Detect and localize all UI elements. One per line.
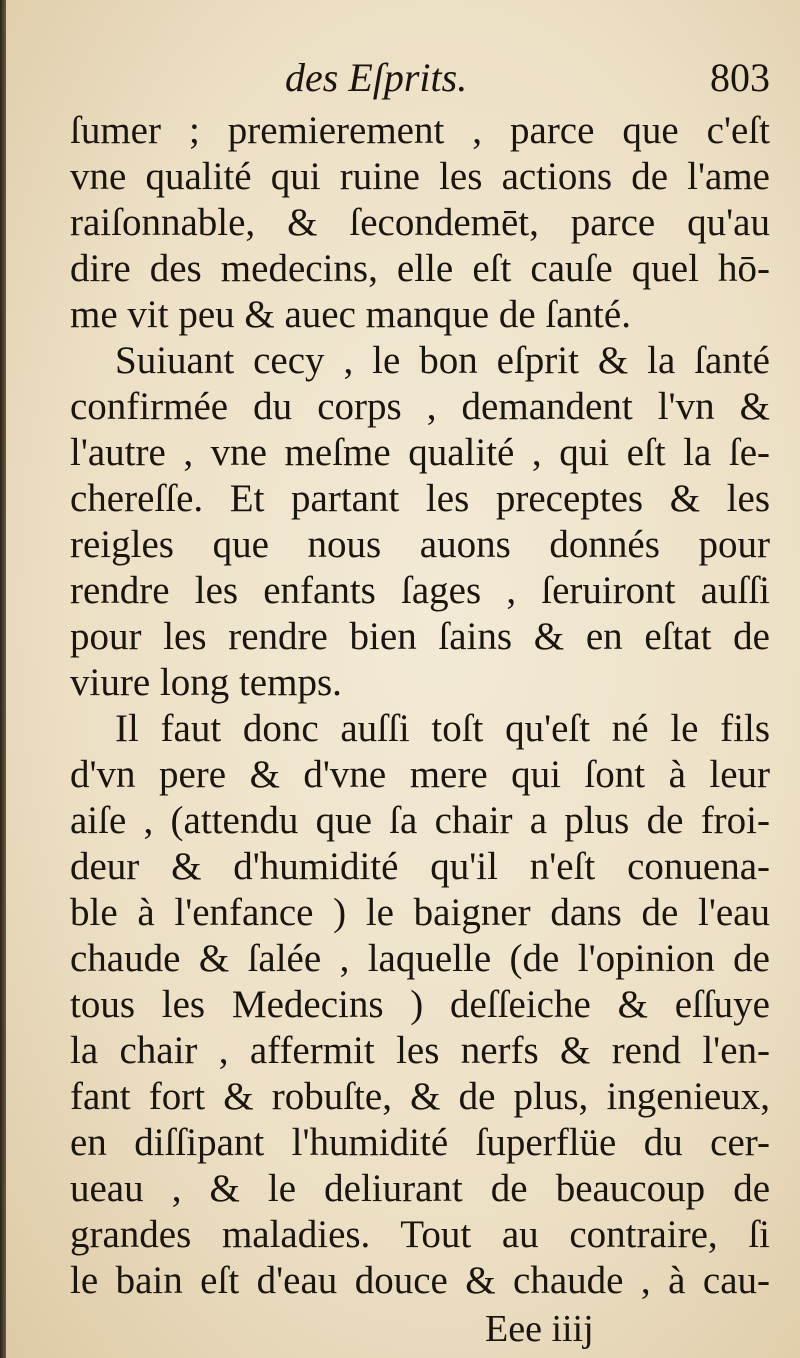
signature-mark: Eee iiij [485, 1308, 594, 1350]
body-text [70, 108, 770, 1304]
text-line: vne qualité qui ruine les actions de l'ame [70, 155, 770, 198]
page-footer [70, 1304, 770, 1354]
text-line: l'autre , vne meſme qualité , qui eſt la ſe- [70, 431, 770, 474]
running-title: des Eſprits. [285, 55, 468, 100]
text-line: la chair , affermit les nerfs & rend l'en- [70, 1029, 770, 1072]
text-line: reigles que nous auons donnés pour [70, 523, 770, 566]
text-line: ble à l'enfance ) le baigner dans de l'eau [70, 891, 770, 934]
running-head [70, 48, 770, 108]
text-line: me vit peu & auec manque de ſanté. [70, 293, 631, 336]
text-line: en diſſipant l'humidité ſuperflüe du cer- [70, 1121, 770, 1164]
page-binding-edge [0, 0, 6, 1358]
text-line: grandes maladies. Tout au contraire, ſi [70, 1213, 770, 1256]
text-line: confirmée du corps , demandent l'vn & [70, 385, 770, 428]
page-number: 803 [710, 55, 770, 100]
text-line: aiſe , (attendu que ſa chair a plus de froi- [70, 799, 770, 842]
text-line: d'vn pere & d'vne mere qui ſont à leur [70, 753, 770, 796]
text-line: le bain eſt d'eau douce & chaude , à cau- [70, 1259, 770, 1302]
text-line: ſumer ; premierement , parce que c'eſt [70, 109, 770, 152]
text-line: raiſonnable, & ſecondemēt, parce qu'au [70, 201, 770, 244]
text-line: viure long temps. [70, 661, 342, 704]
text-line: Suiuant cecy , le bon eſprit & la ſanté [115, 339, 770, 382]
text-line: Il faut donc auſſi toſt qu'eſt né le fils [115, 707, 770, 750]
text-line: tous les Medecins ) deſſeiche & eſſuye [70, 983, 770, 1026]
text-line: fant fort & robuſte, & de plus, ingenieux, [70, 1075, 770, 1118]
text-block [70, 48, 770, 1354]
text-line: pour les rendre bien ſains & en eſtat de [70, 615, 770, 658]
text-line: dire des medecins, elle eſt cauſe quel hō- [70, 247, 770, 290]
text-line: ueau , & le deliurant de beaucoup de [70, 1167, 770, 1210]
text-line: deur & d'humidité qu'il n'eſt conuena- [70, 845, 770, 888]
text-line: chaude & ſalée , laquelle (de l'opinion de [70, 937, 770, 980]
text-line: chereſſe. Et partant les preceptes & les [70, 477, 770, 520]
text-line: rendre les enfants ſages , ſeruiront auſſi [70, 569, 770, 612]
